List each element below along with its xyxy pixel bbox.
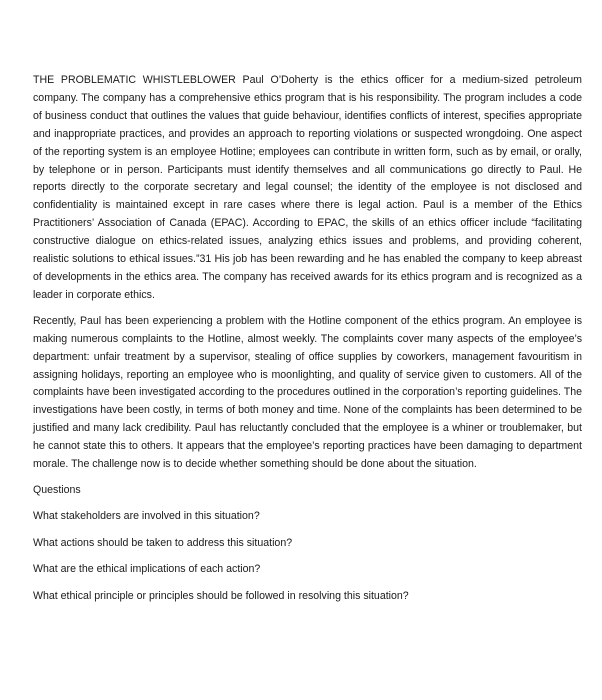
question-4: What ethical principle or principles should be followed in resolving this situation?	[33, 589, 409, 602]
case-paragraph-2: Recently, Paul has been experiencing a problem with the Hotline component of the ethics program. An employee is making numerous complaints to the Hotline, almost weekly. The complaints cover many aspects of the employee’s department: unfair treatment by a supervisor, stealing of office supplies by coworkers, management favouritism in assigning holidays, reporting an employee who is moonlighting, and quality of service given to customers. All of the complaints have been investigated according to the procedures outlined in the corporation’s reporting guidelines. The investigations have been costly, in terms of both money and time. None of the complaints has been determined to be justified and many lack credibility. Paul has reluctantly concluded that the employee is a whiner or troublemaker, but he cannot state this to others. It appears that the employee’s reporting practices have been damaging to department morale. The challenge now is to decide whether something should be done about the situation.	[33, 314, 582, 471]
case-paragraph-1: THE PROBLEMATIC WHISTLEBLOWER Paul O’Doherty is the ethics officer for a medium-sized petroleum company. The company has a comprehensive ethics program that is his responsibility. The program includes a code of business conduct that outlines the values that guide behaviour, identifies conflicts of interest, specifies appropriate and inappropriate practices, and provides an approach to reporting violations or suspected wrongdoing. One aspect of the reporting system is an employee Hotline; employees can contribute in written form, such as by email, or orally, by telephone or in person. Participants must identify themselves and all communications go directly to Paul. He reports directly to the corporate secretary and legal counsel; the identity of the employee is not disclosed and confidentiality is maintained except in rare cases where there is legal action. Paul is a member of the Ethics Practitioners’ Association of Canada (EPAC). According to EPAC, the skills of an ethics officer include “facilitating constructive dialogue on ethics-related issues, analyzing ethics issues and problems, and providing coherent, realistic solutions to ethical issues.”31 His job has been rewarding and he has enabled the company to keep abreast of developments in the ethics area. The company has received awards for its ethics program and is recognized as a leader in corporate ethics.	[33, 74, 582, 301]
question-2: What actions should be taken to address this situation?	[33, 536, 293, 549]
question-3: What are the ethical implications of each action?	[33, 563, 261, 576]
questions-heading: Questions	[33, 483, 81, 496]
document-page	[33, 72, 582, 614]
question-1: What stakeholders are involved in this situation?	[33, 510, 260, 523]
